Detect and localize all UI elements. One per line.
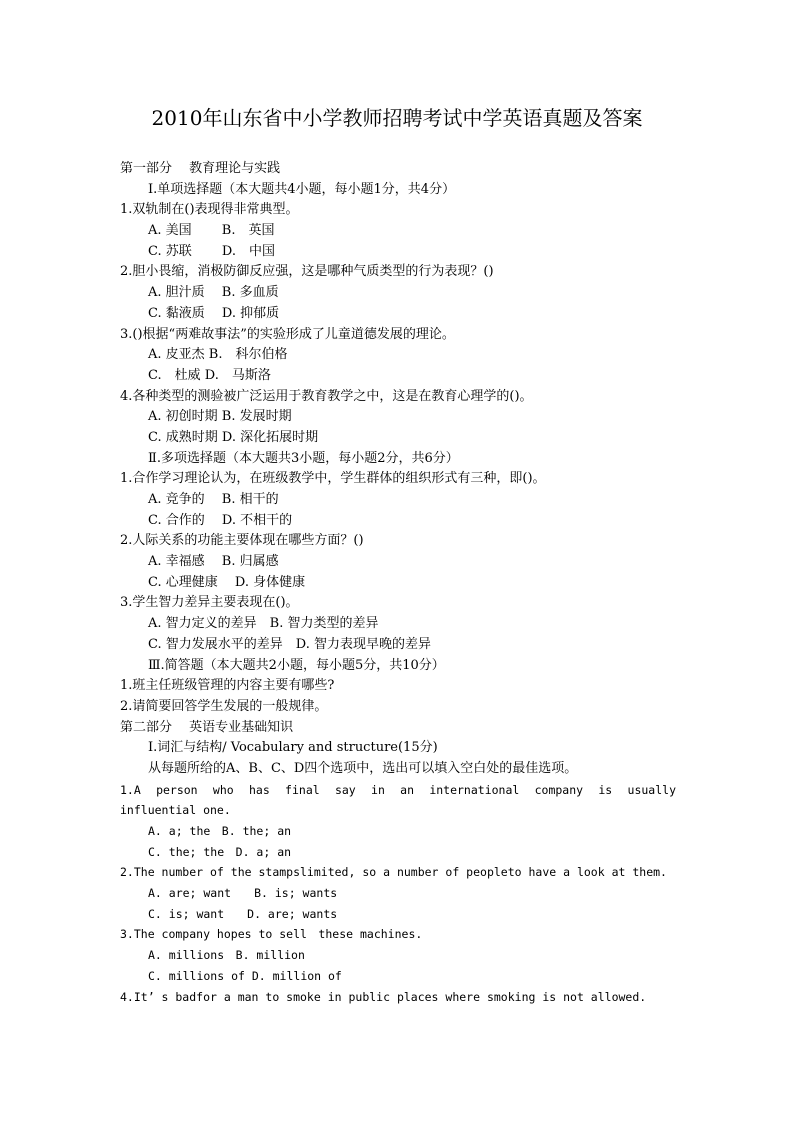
- text-line: A. 皮亚杰 B. 科尔伯格: [148, 347, 288, 363]
- text-line: 3.The company hopes to sell these machines.: [120, 927, 423, 942]
- text-line: A. 竞争的 B. 相干的: [148, 492, 279, 507]
- text-line: 2.The number of the stampslimited, so a number of peopleto have a look at them.: [120, 865, 667, 880]
- text-line: 4.各种类型的测验被广泛运用于教育教学之中，这是在教育心理学的()。: [120, 388, 533, 404]
- text-line: C. is; want D. are; wants: [148, 906, 338, 921]
- text-line: 1.班主任班级管理的内容主要有哪些?: [120, 678, 335, 694]
- text-line: C. 心理健康 D. 身体健康: [148, 574, 306, 590]
- text-line: Ⅲ.简答题（本大题共2小题，每小题5分，共10分）: [148, 657, 445, 673]
- text-line: C. the; the D. a; an: [148, 844, 292, 859]
- text-line: A. are; want B. is; wants: [148, 886, 338, 901]
- text-line: A. millions B. million: [148, 948, 305, 963]
- text-line: 第一部分 教育理论与实践: [120, 161, 281, 176]
- text-line: C. 成熟时期 D. 深化拓展时期: [148, 429, 319, 445]
- text-line: Ⅰ.单项选择题（本大题共4小题，每小题1分，共4分）: [148, 181, 456, 197]
- text-line: 1.合作学习理论认为，在班级教学中，学生群体的组织形式有三种，即()。: [120, 471, 546, 487]
- text-line: C. 苏联 D. 中国: [148, 243, 275, 259]
- text-line: 1.A person who has final say in an international company is usually: [120, 782, 676, 797]
- text-line: 从每题所给的A、B、C、D四个选项中，选出可以填入空白处的最佳选项。: [148, 760, 578, 776]
- text-line: 4.It’ s badfor a man to smoke in public places where smoking is not allowed.: [120, 989, 647, 1004]
- text-line: 2.胆小畏缩，消极防御反应强，这是哪种气质类型的行为表现？(): [120, 264, 494, 280]
- text-line: 2.人际关系的功能主要体现在哪些方面？(): [120, 533, 364, 549]
- text-line: 3.学生智力差异主要表现在()。: [120, 595, 299, 611]
- text-line: A. 初创时期 B. 发展时期: [148, 409, 292, 425]
- text-line: C. 智力发展水平的差异 D. 智力表现早晚的差异: [148, 636, 431, 652]
- text-line: 第二部分 英语专业基础知识: [120, 719, 294, 735]
- text-line: C. 杜威 D. 马斯洛: [148, 367, 271, 383]
- text-line: Ⅱ.多项选择题（本大题共3小题，每小题2分，共6分）: [148, 450, 459, 466]
- text-line: influential one.: [120, 803, 231, 818]
- text-line: A. 幸福感 B. 归属感: [148, 554, 279, 570]
- text-line: Ⅰ.词汇与结构/ Vocabulary and structure(15分): [148, 740, 438, 756]
- text-line: A. 美国 B. 英国: [148, 223, 275, 239]
- text-line: A. 智力定义的差异 B. 智力类型的差异: [148, 616, 379, 632]
- text-line: C. 合作的 D. 不相干的: [148, 512, 293, 528]
- text-line: A. 胆汁质 B. 多血质: [148, 285, 279, 301]
- text-line: A. a; the B. the; an: [148, 824, 292, 838]
- text-line: 1.双轨制在()表现得非常典型。: [120, 202, 299, 218]
- document-body: [120, 159, 676, 1007]
- text-line: C. millions of D. million of: [148, 968, 342, 983]
- text-line: 2.请简要回答学生发展的一般规律。: [120, 698, 328, 714]
- text-line: 3.()根据“两难故事法”的实验形成了儿童道德发展的理论。: [120, 326, 455, 342]
- document-title: 2010年山东省中小学教师招聘考试中学英语真题及答案: [151, 106, 643, 130]
- text-line: C. 黏液质 D. 抑郁质: [148, 305, 280, 321]
